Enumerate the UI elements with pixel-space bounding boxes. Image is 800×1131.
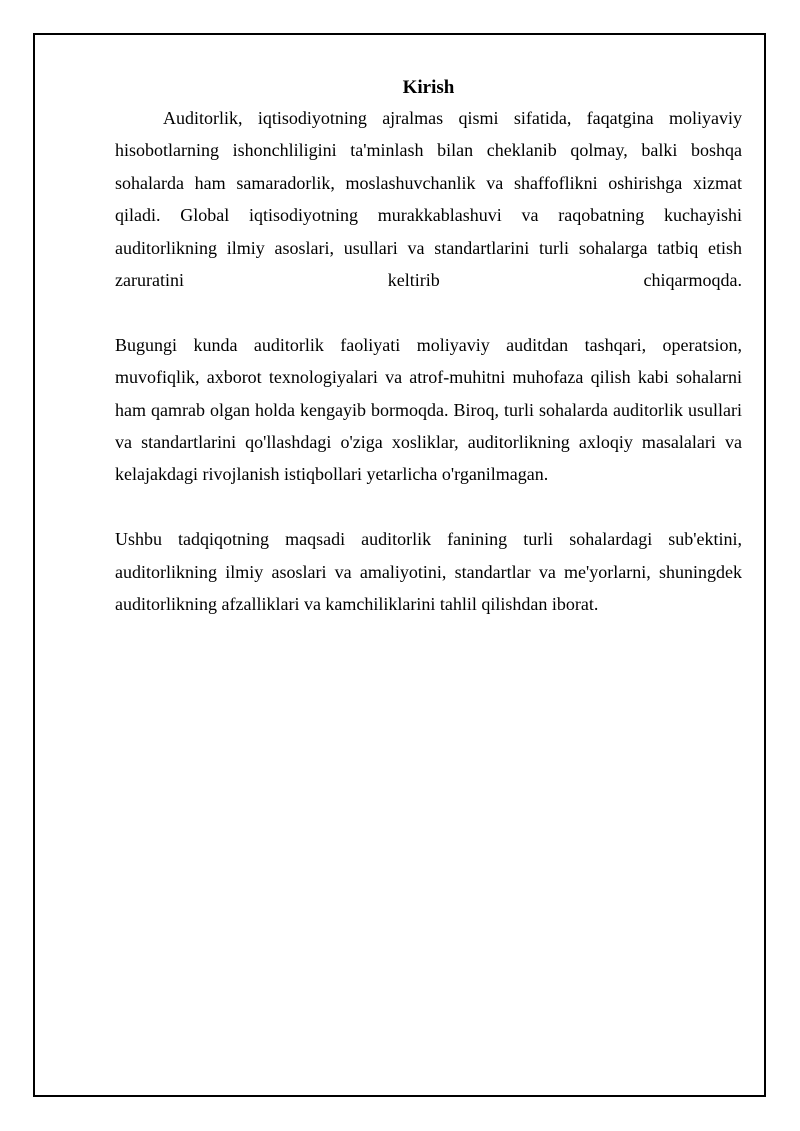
paragraph-intro: Auditorlik, iqtisodiyotning ajralmas qismi sifatida, faqatgina moliyaviy hisobotlarning ishonchliligini ta'minlash bilan cheklanib qolmay, balki boshqa sohalarda ham samaradorlik, moslashuvchanlik va shaffoflikni oshirishga xizmat qiladi. Global iqtisodiyotning murakkablashuvi va raqobatning kuchayishi auditorlikning ilmiy asoslari, usullari va standartlarini turli sohalarga tatbiq etish zaruratini keltirib chiqarmoqda.	[115, 108, 742, 291]
paragraph-spacer	[115, 491, 742, 523]
paragraph-scope: Bugungi kunda auditorlik faoliyati moliyaviy auditdan tashqari, operatsion, muvofiqlik, axborot texnologiyalari va atrof-muhitni muhofaza qilish kabi sohalarni ham qamrab olgan holda kengayib bormoqda. Biroq, turli sohalarda auditorlik usullari va standartlarini qo'llashdagi o'ziga xosliklar, auditorlikning axloqiy masalalari va kelajakdagi rivojlanish istiqbollari yetarlicha o'rganilmagan.	[115, 334, 742, 485]
document-body	[115, 74, 742, 620]
paragraph-purpose: Ushbu tadqiqotning maqsadi auditorlik fanining turli sohalardagi sub'ektini, auditorlikning ilmiy asoslari va amaliyotini, standartlar va me'yorlarni, shuningdek auditorlikning afzalliklari va kamchiliklarini tahlil qilishdan iborat.	[115, 529, 742, 615]
paragraph-spacer	[115, 296, 742, 328]
document-title: Kirish	[402, 77, 455, 98]
